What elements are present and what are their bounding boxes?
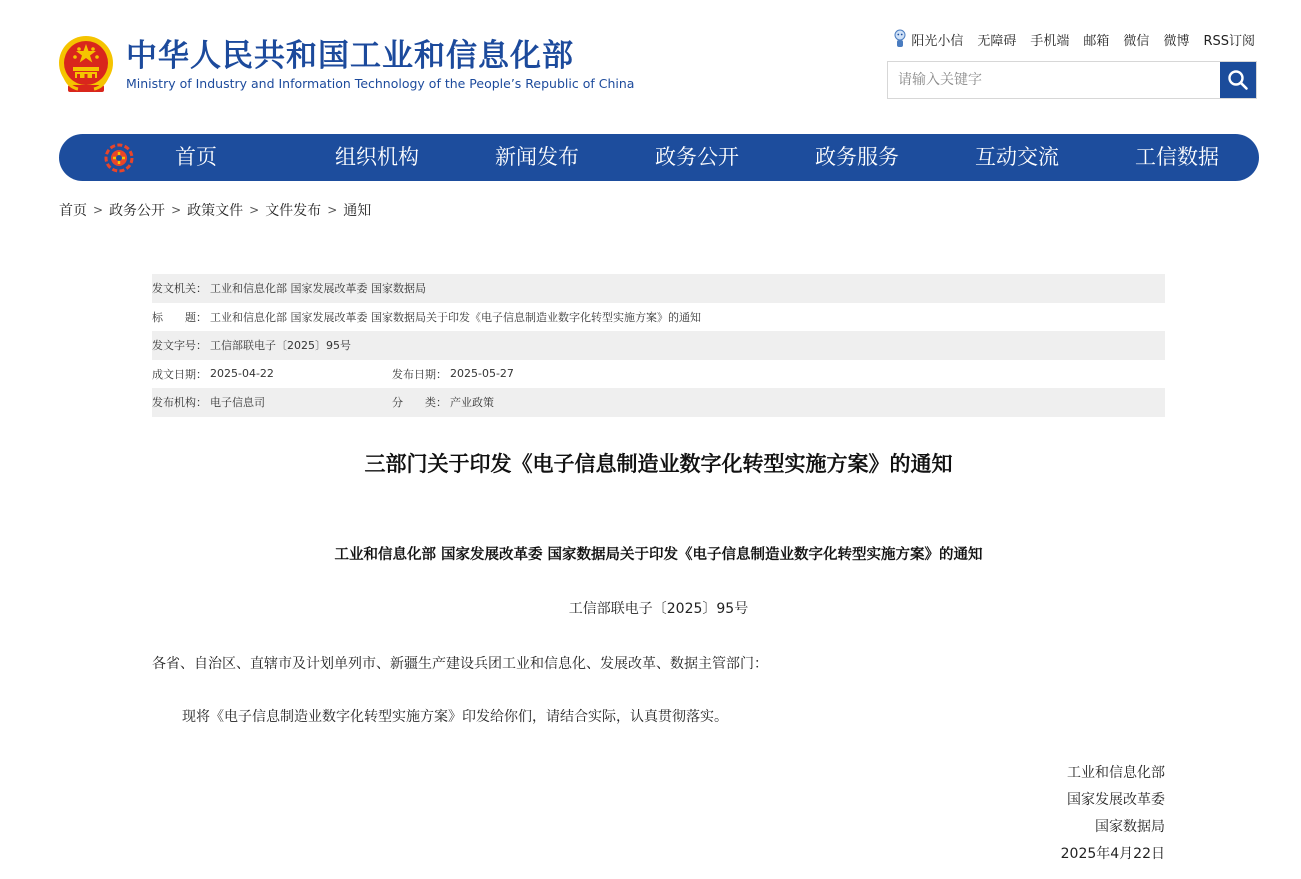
site-logo[interactable] [58, 34, 634, 96]
meta-title-label: 标 题： [152, 310, 207, 324]
breadcrumb-separator: > [171, 203, 182, 217]
top-link-weibo[interactable]: 微博 [1163, 33, 1190, 49]
search-input[interactable] [888, 62, 1220, 98]
top-link-mobile[interactable]: 手机端 [1030, 33, 1070, 49]
signer-miit: 工业和信息化部 [1067, 765, 1165, 781]
breadcrumb-separator: > [249, 203, 260, 217]
meta-published-value: 2025-05-27 [450, 367, 514, 381]
breadcrumb-home[interactable]: 首页 [59, 203, 87, 219]
breadcrumb-separator: > [93, 203, 104, 217]
top-link-mail[interactable]: 邮箱 [1083, 33, 1110, 49]
document-body-paragraph: 现将《电子信息制造业数字化转型实施方案》印发给你们，请结合实际，认真贯彻落实。 [182, 709, 728, 725]
nav-item-home[interactable]: 首页 [175, 145, 217, 169]
top-links [893, 29, 1255, 49]
meta-org-label: 发布机构： [152, 396, 207, 410]
meta-category-label: 分 类： [392, 396, 447, 410]
meta-issuer-value: 工业和信息化部 国家发展改革委 国家数据局 [210, 282, 426, 296]
top-link-rss[interactable]: RSS订阅 [1203, 33, 1255, 49]
search-button[interactable] [1220, 62, 1256, 98]
search-icon [1227, 69, 1249, 91]
nav-item-organization[interactable]: 组织机构 [335, 145, 419, 169]
mascot-icon [893, 29, 907, 49]
meta-created-label: 成文日期： [152, 367, 207, 381]
signing-date: 2025年4月22日 [1060, 846, 1165, 862]
document-signers [1061, 760, 1165, 868]
meta-docno-label: 发文字号： [152, 339, 207, 353]
top-link-accessibility[interactable]: 无障碍 [977, 33, 1017, 49]
top-link-label: 阳光小信 [911, 33, 964, 49]
search-box [887, 61, 1257, 99]
site-title-en: Ministry of Industry and Information Technology of the People’s Republic of China [126, 76, 635, 91]
document-subtitle: 工业和信息化部 国家发展改革委 国家数据局关于印发《电子信息制造业数字化转型实施方案》的通知 [334, 547, 983, 563]
breadcrumb-separator: > [327, 203, 338, 217]
nav-item-news[interactable]: 新闻发布 [495, 145, 579, 169]
meta-row-title [152, 303, 1165, 332]
nav-item-government-affairs[interactable]: 政务公开 [655, 145, 739, 169]
document-number: 工信部联电子〔2025〕95号 [568, 601, 749, 617]
document-title: 三部门关于印发《电子信息制造业数字化转型实施方案》的通知 [364, 452, 953, 476]
meta-category-value: 产业政策 [450, 396, 494, 410]
breadcrumb-policy-documents[interactable]: 政策文件 [187, 203, 244, 219]
meta-docno-value: 工信部联电子〔2025〕95号 [210, 339, 351, 353]
top-link-wechat[interactable]: 微信 [1123, 33, 1150, 49]
nav-item-data[interactable]: 工信数据 [1135, 145, 1219, 169]
meta-row-docno [152, 331, 1165, 360]
miit-logo-icon [103, 142, 135, 174]
meta-issuer-label: 发文机关： [152, 282, 207, 296]
breadcrumb-file-release[interactable]: 文件发布 [265, 203, 322, 219]
meta-title-value: 工业和信息化部 国家发展改革委 国家数据局关于印发《电子信息制造业数字化转型实施方案》的通知 [210, 310, 701, 324]
meta-org-value: 电子信息司 [210, 396, 265, 410]
signer-nda: 国家数据局 [1095, 819, 1165, 835]
main-nav [59, 134, 1259, 181]
nav-item-services[interactable]: 政务服务 [815, 145, 899, 169]
meta-created-value: 2025-04-22 [210, 367, 274, 381]
meta-row-org [152, 388, 1165, 417]
breadcrumb-government-affairs[interactable]: 政务公开 [109, 203, 166, 219]
document-recipients: 各省、自治区、直辖市及计划单列市、新疆生产建设兵团工业和信息化、发展改革、数据主管部门： [152, 656, 768, 672]
breadcrumb-notice[interactable]: 通知 [343, 203, 372, 219]
breadcrumb [59, 200, 371, 220]
site-title-cn: 中华人民共和国工业和信息化部 [126, 38, 574, 74]
national-emblem-icon [58, 35, 114, 95]
meta-row-dates [152, 360, 1165, 389]
meta-row-issuer [152, 274, 1165, 303]
top-link-sunshine[interactable] [893, 29, 963, 49]
signer-ndrc: 国家发展改革委 [1067, 792, 1165, 808]
meta-published-label: 发布日期： [392, 367, 447, 381]
nav-item-interaction[interactable]: 互动交流 [975, 145, 1059, 169]
document-meta-table [152, 274, 1165, 417]
